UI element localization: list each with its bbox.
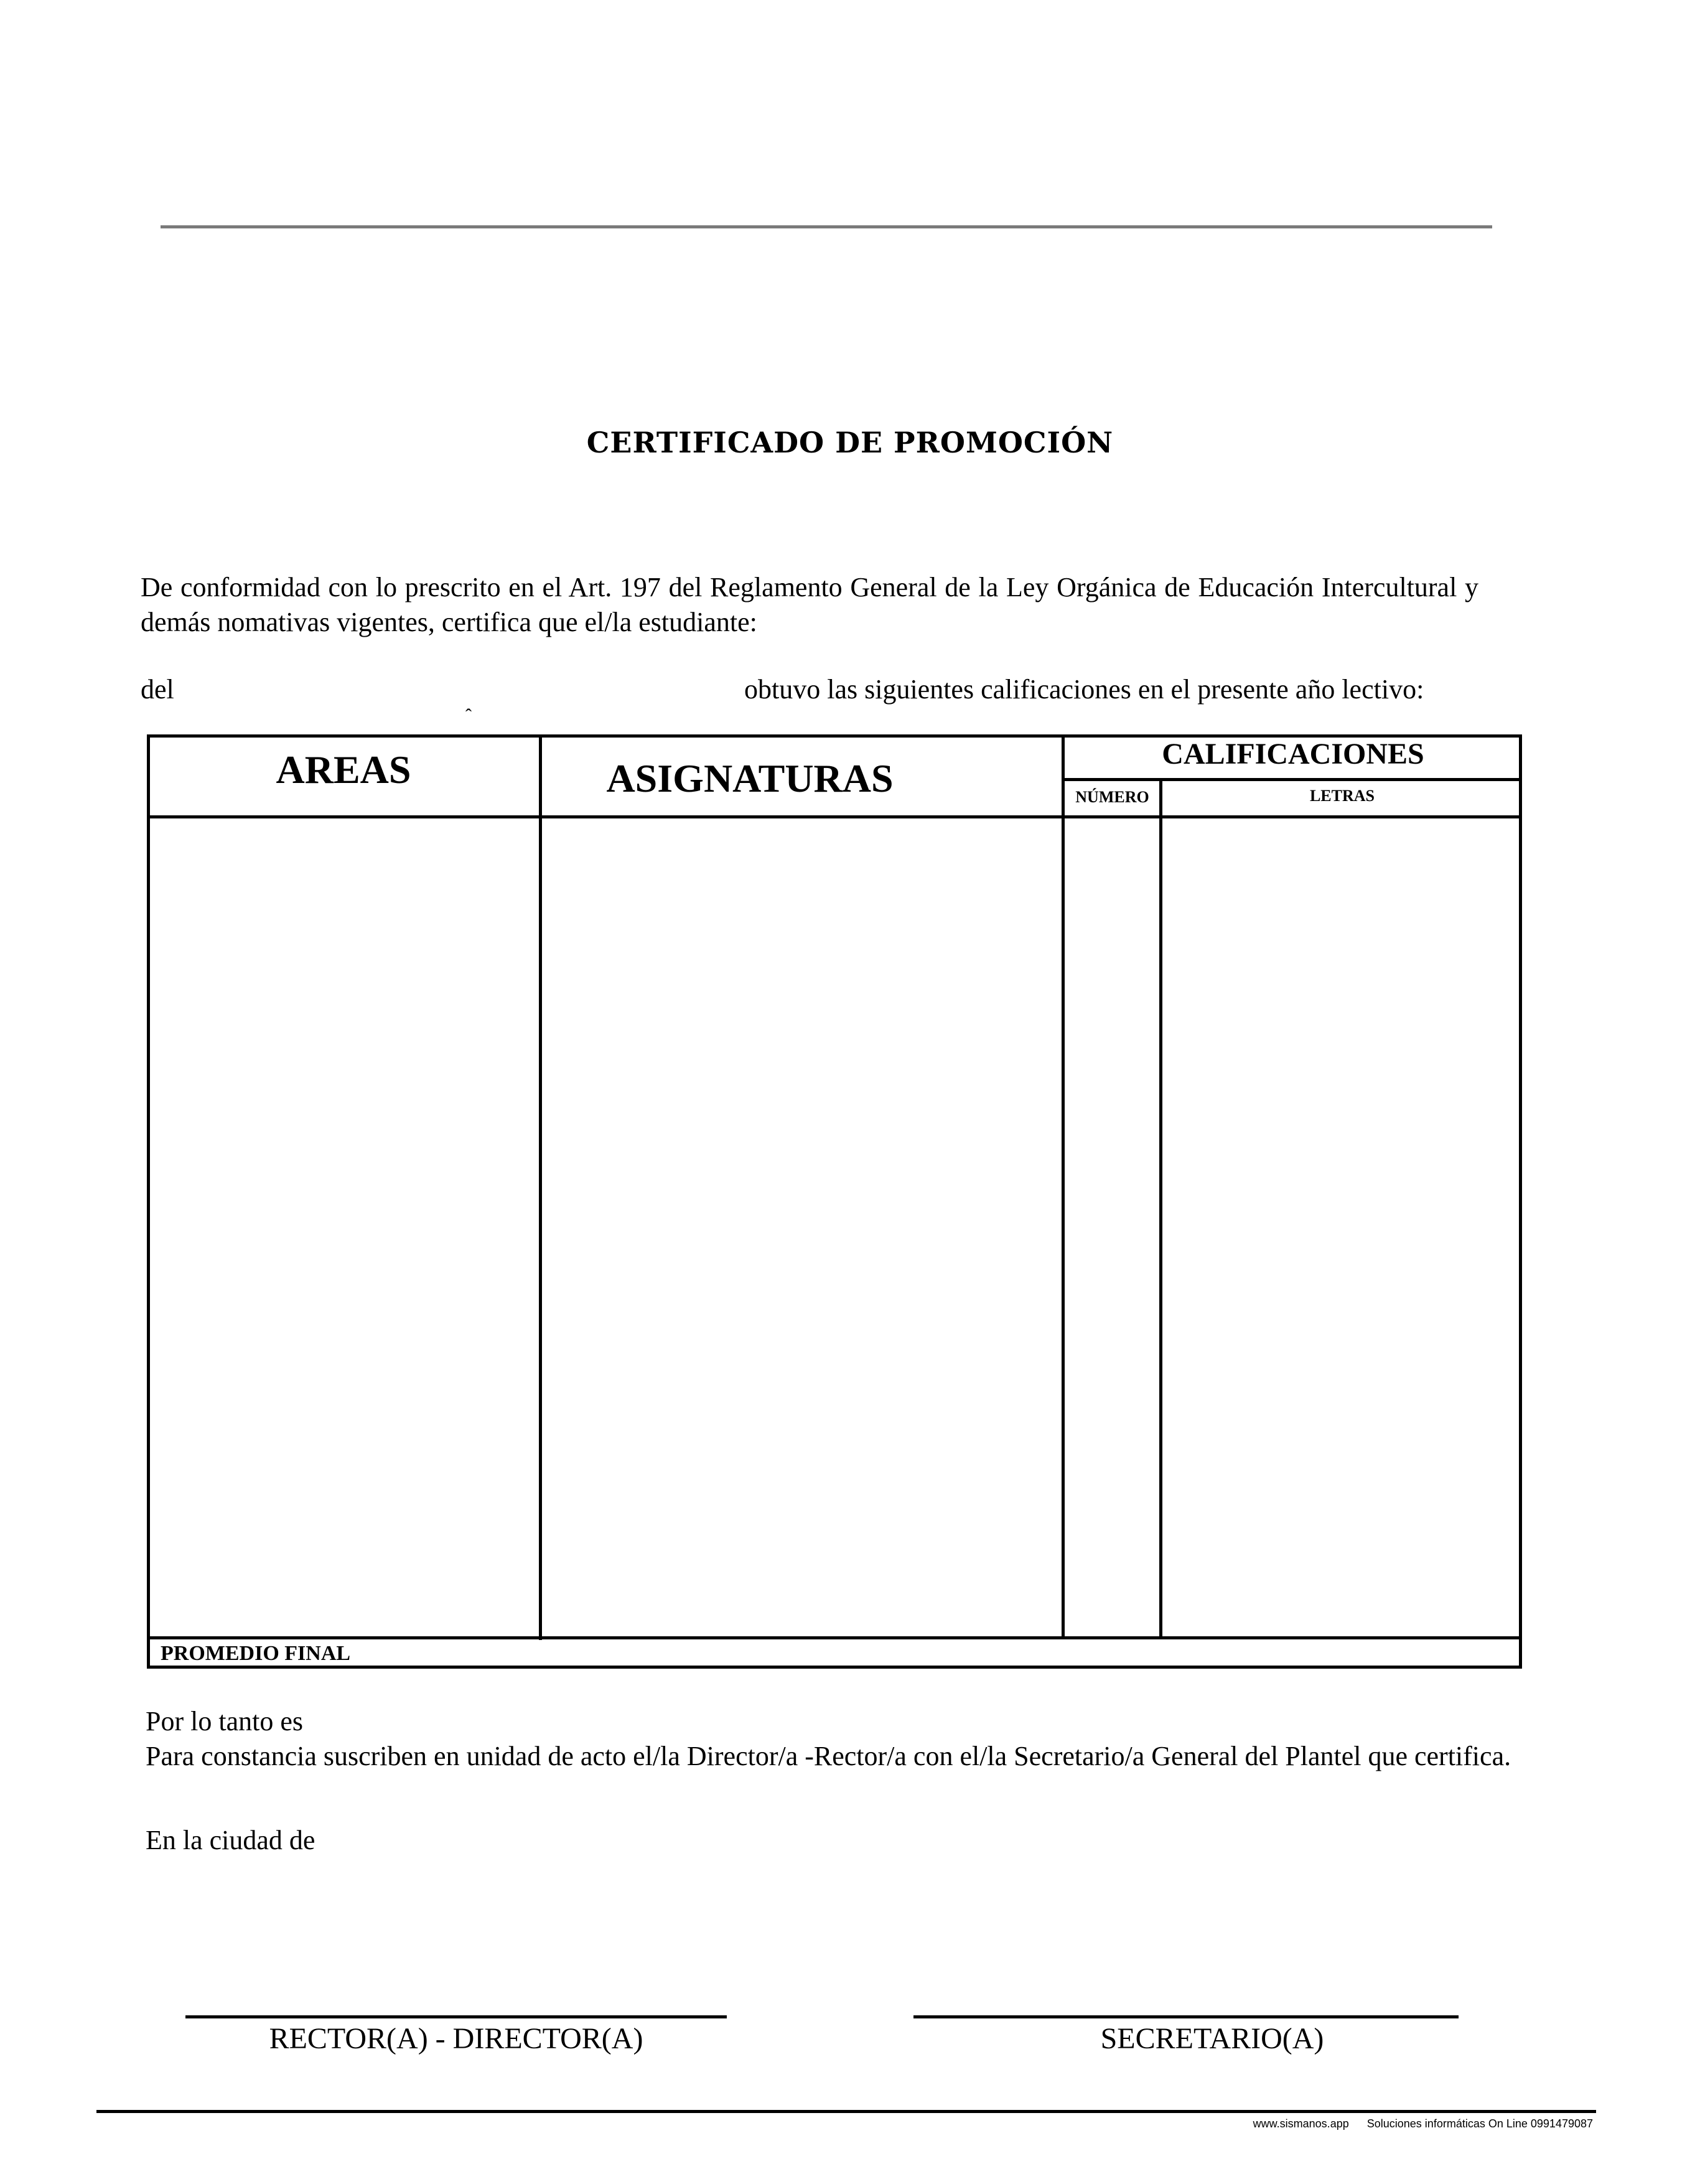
rector-signature-label: RECTOR(A) - DIRECTOR(A) — [269, 2022, 643, 2055]
calificaciones-sub-rule — [1063, 778, 1522, 781]
header-divider — [161, 225, 1492, 228]
rector-signature-line — [185, 2015, 727, 2018]
del-label: del — [141, 674, 174, 705]
header-areas: AREAS — [276, 748, 411, 792]
numero-column-divider — [1159, 779, 1162, 1638]
footer-text — [1182, 2117, 1593, 2130]
grades-table — [147, 734, 1522, 1669]
header-calificaciones: CALIFICACIONES — [1162, 738, 1424, 771]
stray-mark: ˆ — [465, 705, 472, 726]
header-asignaturas: ASIGNATURAS — [606, 756, 894, 800]
document-title: CERTIFICADO DE PROMOCIÓN — [586, 426, 1114, 459]
header-letras: LETRAS — [1309, 787, 1375, 805]
intro-paragraph: De conformidad con lo prescrito en el Art. 197 del Reglamento General de la Ley Orgánica de Educación Intercultural y demás nomativas vigentes, certifica que el/la estudiante: — [141, 572, 1478, 637]
city-label: En la ciudad de — [146, 1825, 315, 1855]
asignaturas-column-divider — [1062, 734, 1065, 1638]
closing-line-2: Para constancia suscriben en unidad de acto el/la Director/a -Rector/a con el/la Secretario/a General del Plantel que certifica. — [146, 1741, 1511, 1771]
footer-tagline: Soluciones informáticas On Line 0991479087 — [1366, 2117, 1593, 2130]
header-numero: NÚMERO — [1075, 788, 1149, 806]
areas-column-divider — [539, 734, 542, 1640]
obtuvo-text: obtuvo las siguientes calificaciones en el presente año lectivo: — [744, 674, 1424, 705]
footer-website: www.sismanos.app — [1253, 2117, 1349, 2130]
table-header-bottom-rule — [147, 815, 1522, 818]
promedio-top-rule — [147, 1636, 1522, 1639]
footer-divider — [96, 2110, 1596, 2113]
closing-line-1: Por lo tanto es — [146, 1706, 303, 1736]
promedio-final-label: PROMEDIO FINAL — [161, 1642, 351, 1665]
secretario-signature-label: SECRETARIO(A) — [1100, 2022, 1324, 2055]
secretario-signature-line — [913, 2015, 1459, 2018]
